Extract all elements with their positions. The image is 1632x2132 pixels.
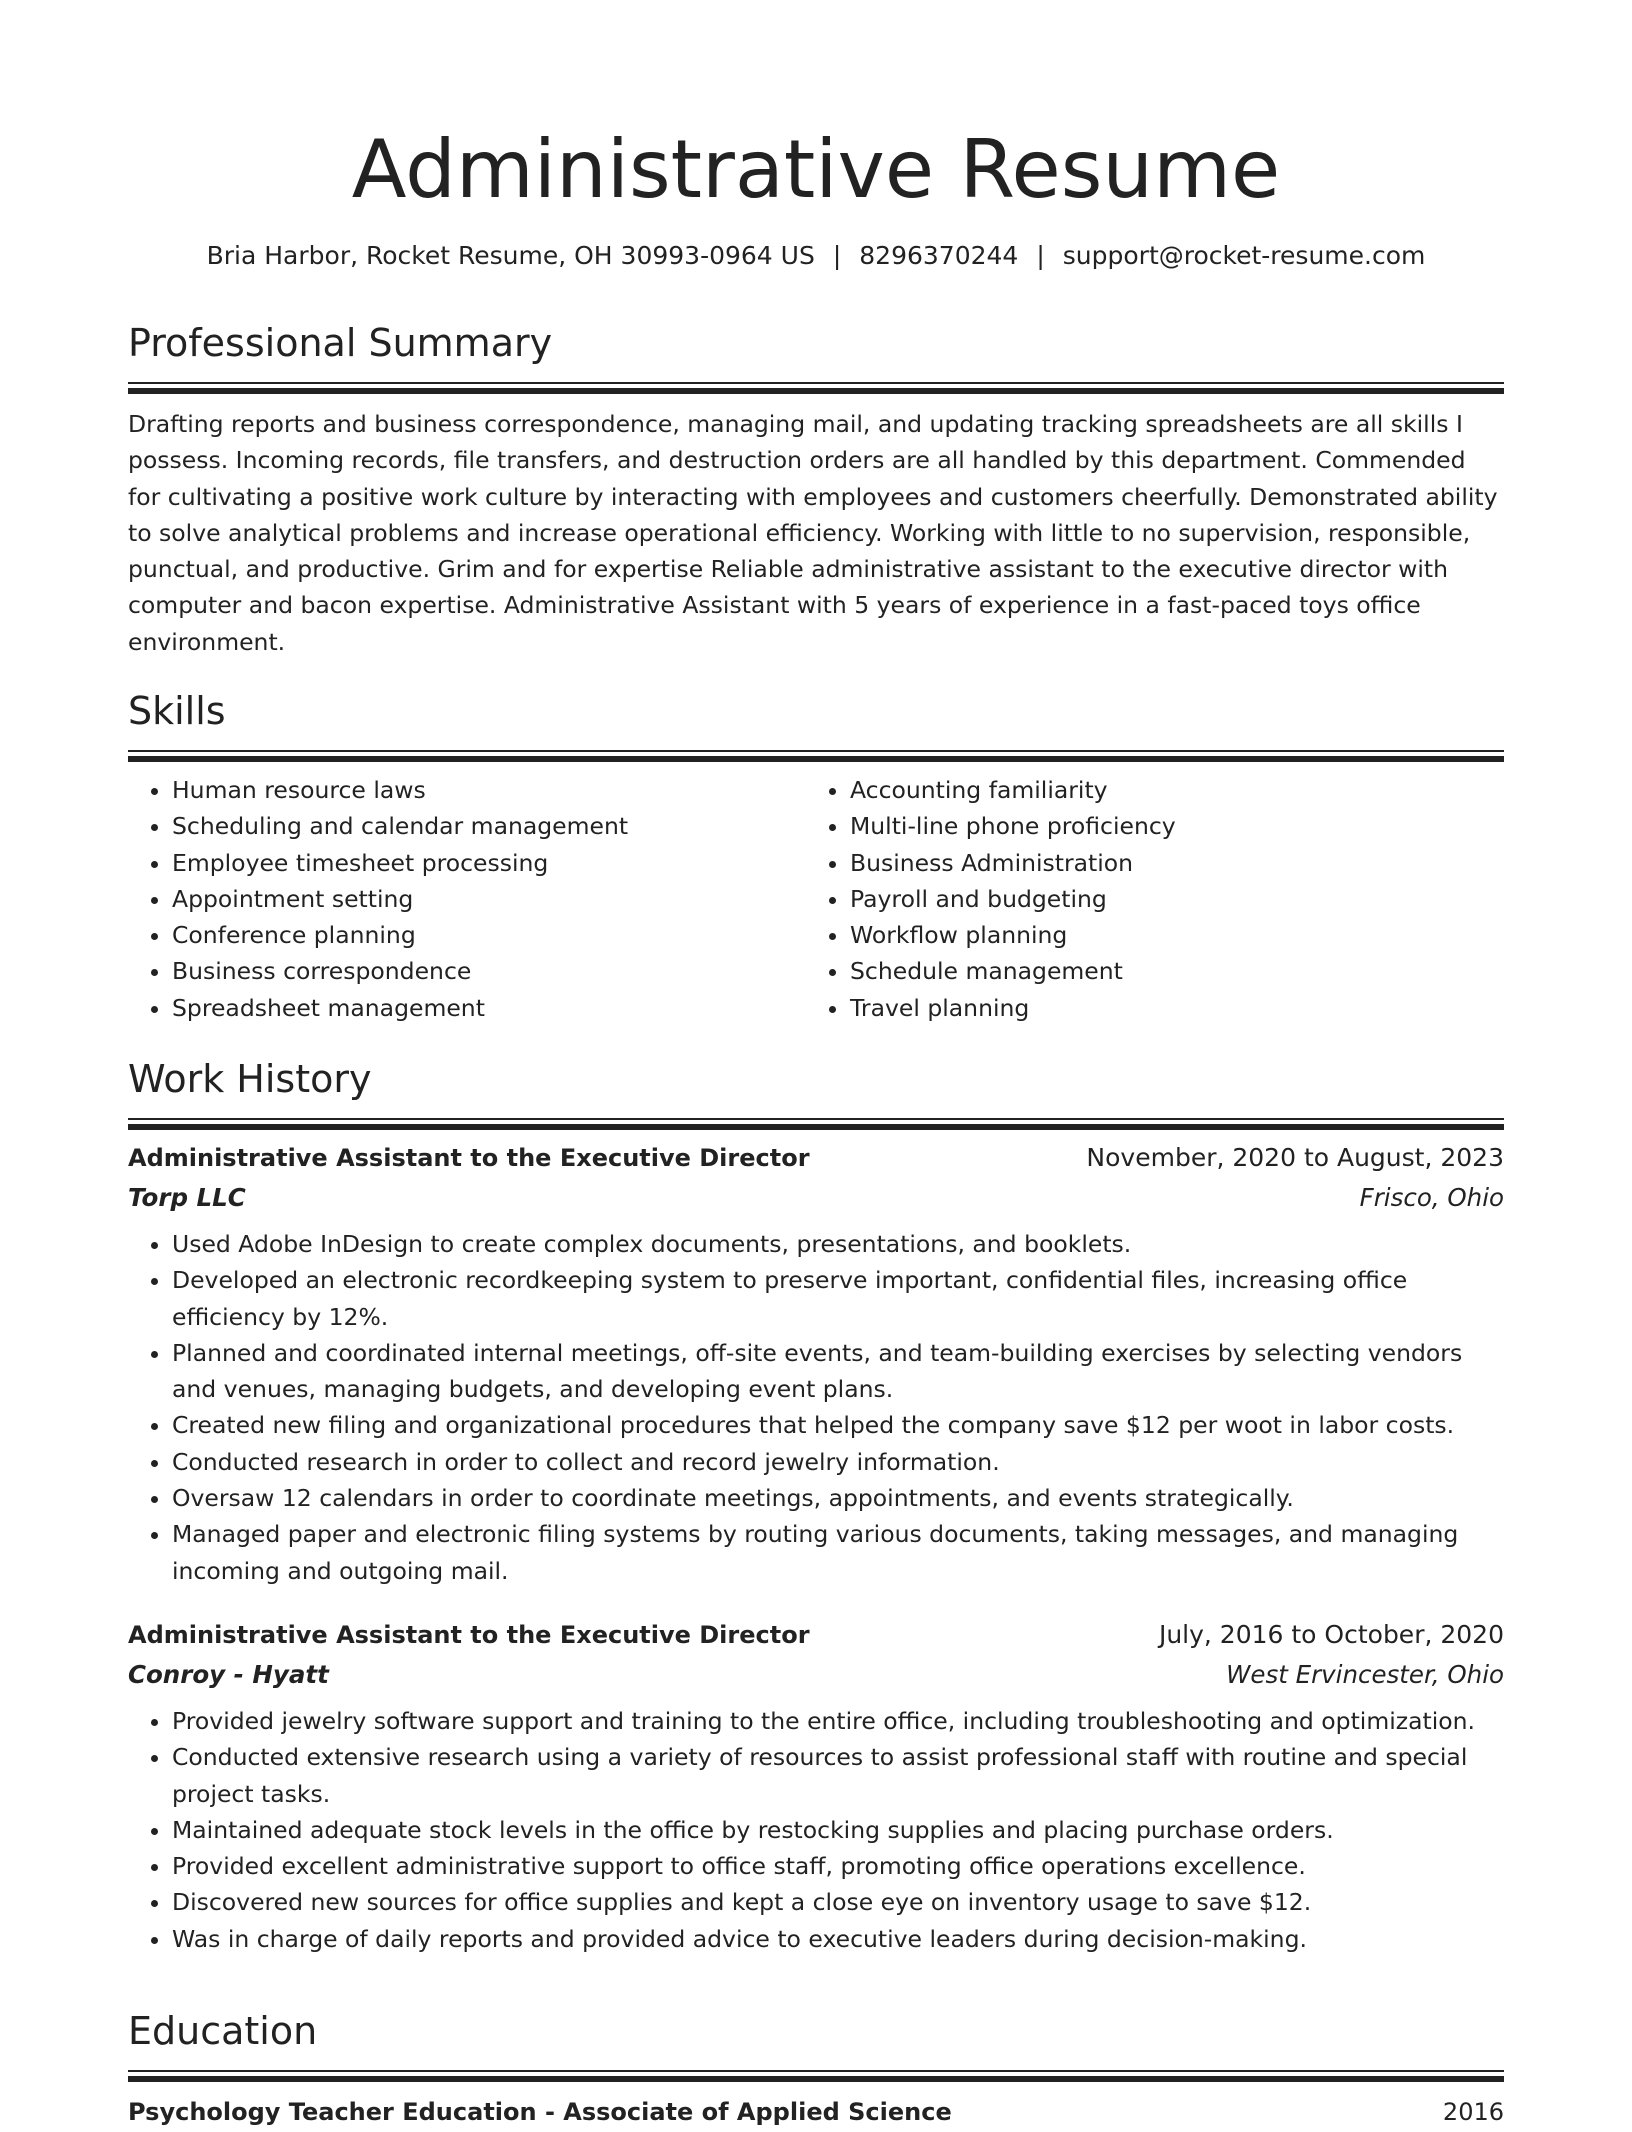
skills-columns [128, 772, 1504, 1026]
education-section [128, 2006, 1504, 2132]
section-divider [128, 1118, 1504, 1130]
contact-email[interactable]: support@rocket-resume.com [1062, 241, 1426, 270]
job-bullet: • Oversaw 12 calendars in order to coordinate meetings, appointments, and events strategically. [172, 1480, 1504, 1516]
job-bullet: • Conducted extensive research using a variety of resources to assist professional staff with routine and special project tasks. [172, 1739, 1504, 1812]
job-bullet-list [128, 1226, 1504, 1589]
contact-separator: | [1036, 241, 1045, 270]
skills-list-right [806, 772, 1484, 1026]
education-entry [128, 2092, 1504, 2132]
job-dates: November, 2020 to August, 2023 [1086, 1143, 1504, 1172]
skill-item: • Spreadsheet management [172, 990, 806, 1026]
skill-item: • Schedule management [850, 953, 1484, 989]
education-degree: Psychology Teacher Education - Associate of Applied Science [128, 2098, 952, 2126]
section-heading-work: Work History [128, 1057, 372, 1101]
skill-item: • Accounting familiarity [850, 772, 1484, 808]
section-divider [128, 750, 1504, 762]
section-heading-education: Education [128, 2009, 318, 2053]
contact-phone: 8296370244 [859, 241, 1019, 270]
job-company: Conroy - Hyatt [128, 1659, 329, 1689]
job-location: West Ervincester, Ohio [1226, 1659, 1504, 1689]
job-bullet: • Provided excellent administrative support to office staff, promoting office operations excellence. [172, 1848, 1504, 1884]
job-bullet: • Managed paper and electronic filing systems by routing various documents, taking messages, and managing incoming and outgoing mail. [172, 1516, 1504, 1589]
resume-title: Administrative Resume [351, 123, 1281, 216]
job-bullet: • Discovered new sources for office supplies and kept a close eye on inventory usage to save $12. [172, 1884, 1504, 1920]
skill-item: • Business Administration [850, 845, 1484, 881]
job-bullet: • Conducted research in order to collect and record jewelry information. [172, 1444, 1504, 1480]
contact-address: Bria Harbor, Rocket Resume, OH 30993-0964 US [206, 241, 815, 270]
skill-item: • Appointment setting [172, 881, 806, 917]
skill-item: • Scheduling and calendar management [172, 808, 806, 844]
job-bullet: • Used Adobe InDesign to create complex documents, presentations, and booklets. [172, 1226, 1504, 1262]
job-location: Frisco, Ohio [1359, 1183, 1504, 1212]
skill-item: • Human resource laws [172, 772, 806, 808]
job-bullet: • Provided jewelry software support and training to the entire office, including troubleshooting and optimization. [172, 1703, 1504, 1739]
job-title: Administrative Assistant to the Executive Director [128, 1620, 810, 1649]
job-title: Administrative Assistant to the Executive Director [128, 1144, 810, 1172]
skill-item: • Workflow planning [850, 917, 1484, 953]
job-subheader [128, 1178, 1504, 1218]
education-year: 2016 [1442, 2098, 1504, 2126]
skill-item: • Employee timesheet processing [172, 845, 806, 881]
section-divider [128, 2070, 1504, 2082]
job-entry [128, 1615, 1504, 1957]
work-section [128, 1054, 1504, 1957]
job-subheader [128, 1655, 1504, 1695]
skill-item: • Travel planning [850, 990, 1484, 1026]
job-company: Torp LLC [128, 1183, 246, 1212]
job-header [128, 1138, 1504, 1178]
job-header [128, 1615, 1504, 1655]
job-bullet: • Created new filing and organizational procedures that helped the company save $12 per woot in labor costs. [172, 1407, 1504, 1443]
job-entry [128, 1138, 1504, 1589]
job-bullet: • Developed an electronic recordkeeping system to preserve important, confidential files, increasing office efficiency by 12%. [172, 1262, 1504, 1335]
section-heading-skills: Skills [128, 689, 226, 733]
summary-text: Drafting reports and business correspondence, managing mail, and updating tracking spreadsheets are all skills I possess. Incoming records, file transfers, and destruction orders are all handled by this department. Commended for cultivating a positive work culture by interacting with employees and customers cheerfully. Demonstrated ability to solve analytical problems and increase operational efficiency. Working with little to no supervision, responsible, punctual, and productive. Grim and for expertise Reliable administrative assistant to the executive director with computer and bacon expertise. Administrative Assistant with 5 years of experience in a fast-paced toys office environment. [128, 410, 1498, 656]
section-heading-summary: Professional Summary [128, 321, 553, 365]
skill-item: • Multi-line phone proficiency [850, 808, 1484, 844]
job-bullet: • Maintained adequate stock levels in the office by restocking supplies and placing purchase orders. [172, 1812, 1504, 1848]
skill-item: • Business correspondence [172, 953, 806, 989]
job-bullet-list [128, 1703, 1504, 1957]
summary-section [128, 318, 1504, 660]
section-divider [128, 382, 1504, 394]
skill-item: • Conference planning [172, 917, 806, 953]
skills-list-left [128, 772, 806, 1026]
contact-line [128, 238, 1504, 274]
contact-separator: | [832, 241, 842, 270]
job-bullet: • Was in charge of daily reports and provided advice to executive leaders during decision-making. [172, 1921, 1504, 1957]
skill-item: • Payroll and budgeting [850, 881, 1484, 917]
job-bullet: • Planned and coordinated internal meetings, off-site events, and team-building exercises by selecting vendors and venues, managing budgets, and developing event plans. [172, 1335, 1504, 1408]
skills-section [128, 686, 1504, 1026]
job-dates: July, 2016 to October, 2020 [1158, 1619, 1504, 1649]
